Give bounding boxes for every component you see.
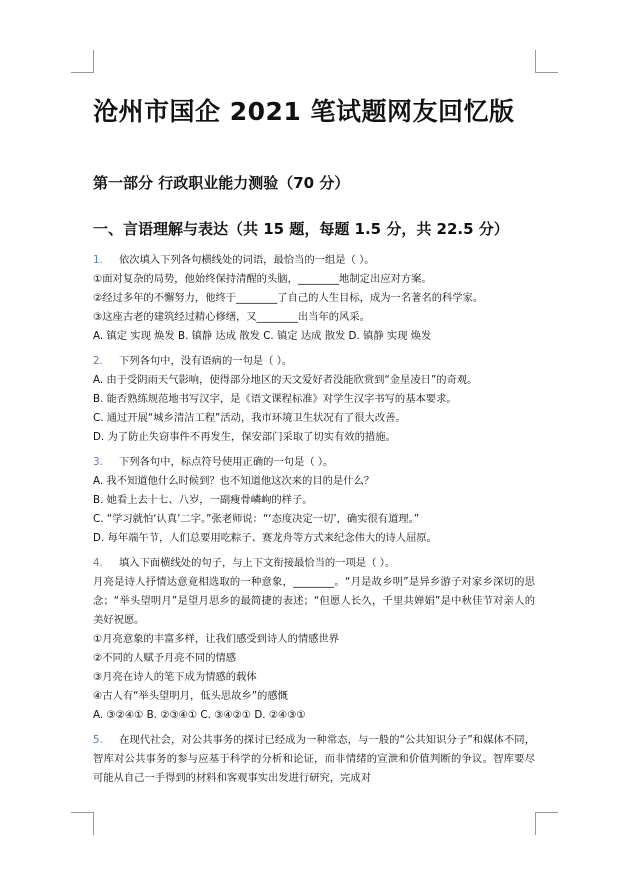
question-line: ③月亮在诗人的笔下成为情感的载体 — [93, 671, 257, 683]
section-heading: 一、言语理解与表达（共 15 题，每题 1.5 分，共 22.5 分） — [93, 220, 509, 238]
question-passage: 月亮是诗人抒情达意竟相选取的一种意象，________。“月是故乡明”是异乡游子对家乡深切的思念；“举头望明月”是望月思乡的最简捷的表述；“但愿人长久，千里共婵娟”是中秋佳节对亲人的美好祝愿。 — [93, 576, 535, 626]
question-line: ④古人有“举头望明月，低头思故乡”的感慨 — [93, 690, 288, 702]
question-number: 2. — [93, 355, 103, 367]
answer-option-d: D. 每年端午节，人们总要用吃粽子、赛龙舟等方式来纪念伟大的诗人屈原。 — [93, 532, 437, 544]
question-2 — [93, 352, 535, 447]
question-stem — [93, 453, 535, 472]
crop-mark-bottom-right — [535, 812, 558, 835]
answer-option-b: B. 她看上去十七、八岁，一副瘦骨嶙峋的样子。 — [93, 494, 313, 506]
question-line: ②不同的人赋予月亮不同的情感 — [93, 652, 237, 664]
answer-option-a: A. 由于受阴雨天气影响，使得部分地区的天文爱好者没能欣赏到“金星凌日”的奇观。 — [93, 374, 478, 386]
crop-mark-top-left — [71, 50, 94, 73]
stem-text: 下列各句中，没有语病的一句是（ ）。 — [119, 355, 293, 367]
question-line: ③这座古老的建筑经过精心修缮，又________出当年的风采。 — [93, 311, 370, 323]
stem-text: 依次填入下列各句横线处的词语，最恰当的一组是（ ）。 — [119, 254, 375, 266]
crop-mark-bottom-left — [71, 812, 94, 835]
answer-option-b: B. 能否熟练规范地书写汉字，是《语文课程标准》对学生汉字书写的基本要求。 — [93, 393, 457, 405]
answer-option-d: D. 为了防止失窃事件不再发生，保安部门采取了切实有效的措施。 — [93, 431, 396, 443]
stem-text: 下列各句中，标点符号使用正确的一句是（ ）。 — [119, 456, 334, 468]
stem-text: 在现代社会，对公共事务的探讨已经成为一种常态，与一般的“公共知识分子”和媒体不同，智库对公共事务的参与应基于科学的分析和论证，而非情绪的宣泄和价值判断的争议。智库要尽可能从自己一手得到的材料和客观事实出发进行研究，完成对 — [93, 734, 535, 784]
answer-options: A. ③②④① B. ②③④① C. ③④②① D. ②④③① — [93, 709, 306, 721]
question-5 — [93, 731, 535, 788]
answer-options: A. 镇定 实现 焕发 B. 镇静 达成 散发 C. 镇定 达成 散发 D. 镇静 实现 焕发 — [93, 330, 432, 342]
answer-option-c: C. 通过开展“城乡清洁工程”活动，我市环境卫生状况有了很大改善。 — [93, 412, 406, 424]
question-4 — [93, 554, 535, 725]
question-number: 5. — [93, 734, 103, 746]
answer-option-c: C. “学习就怕‘认真’二字。”张老师说：“‘态度决定一切’，确实很有道理。” — [93, 513, 420, 525]
question-number: 4. — [93, 557, 103, 569]
stem-text: 填入下面横线处的句子，与上下文衔接最恰当的一项是（ ）。 — [119, 557, 396, 569]
answer-option-a: A. 我不知道他什么时候到？也不知道他这次来的目的是什么？ — [93, 475, 375, 487]
question-line: ②经过多年的不懈努力，他终于________了自己的人生目标，成为一名著名的科学家。 — [93, 292, 484, 304]
question-stem — [93, 251, 535, 270]
crop-mark-top-right — [535, 50, 558, 73]
document-title: 沧州市国企 2021 笔试题网友回忆版 — [93, 97, 515, 126]
question-1 — [93, 251, 535, 346]
question-line: ①月亮意象的丰富多样，让我们感受到诗人的情感世界 — [93, 633, 340, 645]
question-3 — [93, 453, 535, 548]
question-line: ①面对复杂的局势，他始终保持清醒的头脑，________地制定出应对方案。 — [93, 273, 432, 285]
document-page — [93, 94, 535, 794]
question-number: 1. — [93, 254, 103, 266]
question-stem — [93, 731, 535, 788]
part-heading: 第一部分 行政职业能力测验（70 分） — [93, 174, 350, 192]
question-stem — [93, 554, 535, 573]
question-stem — [93, 352, 535, 371]
question-number: 3. — [93, 456, 103, 468]
